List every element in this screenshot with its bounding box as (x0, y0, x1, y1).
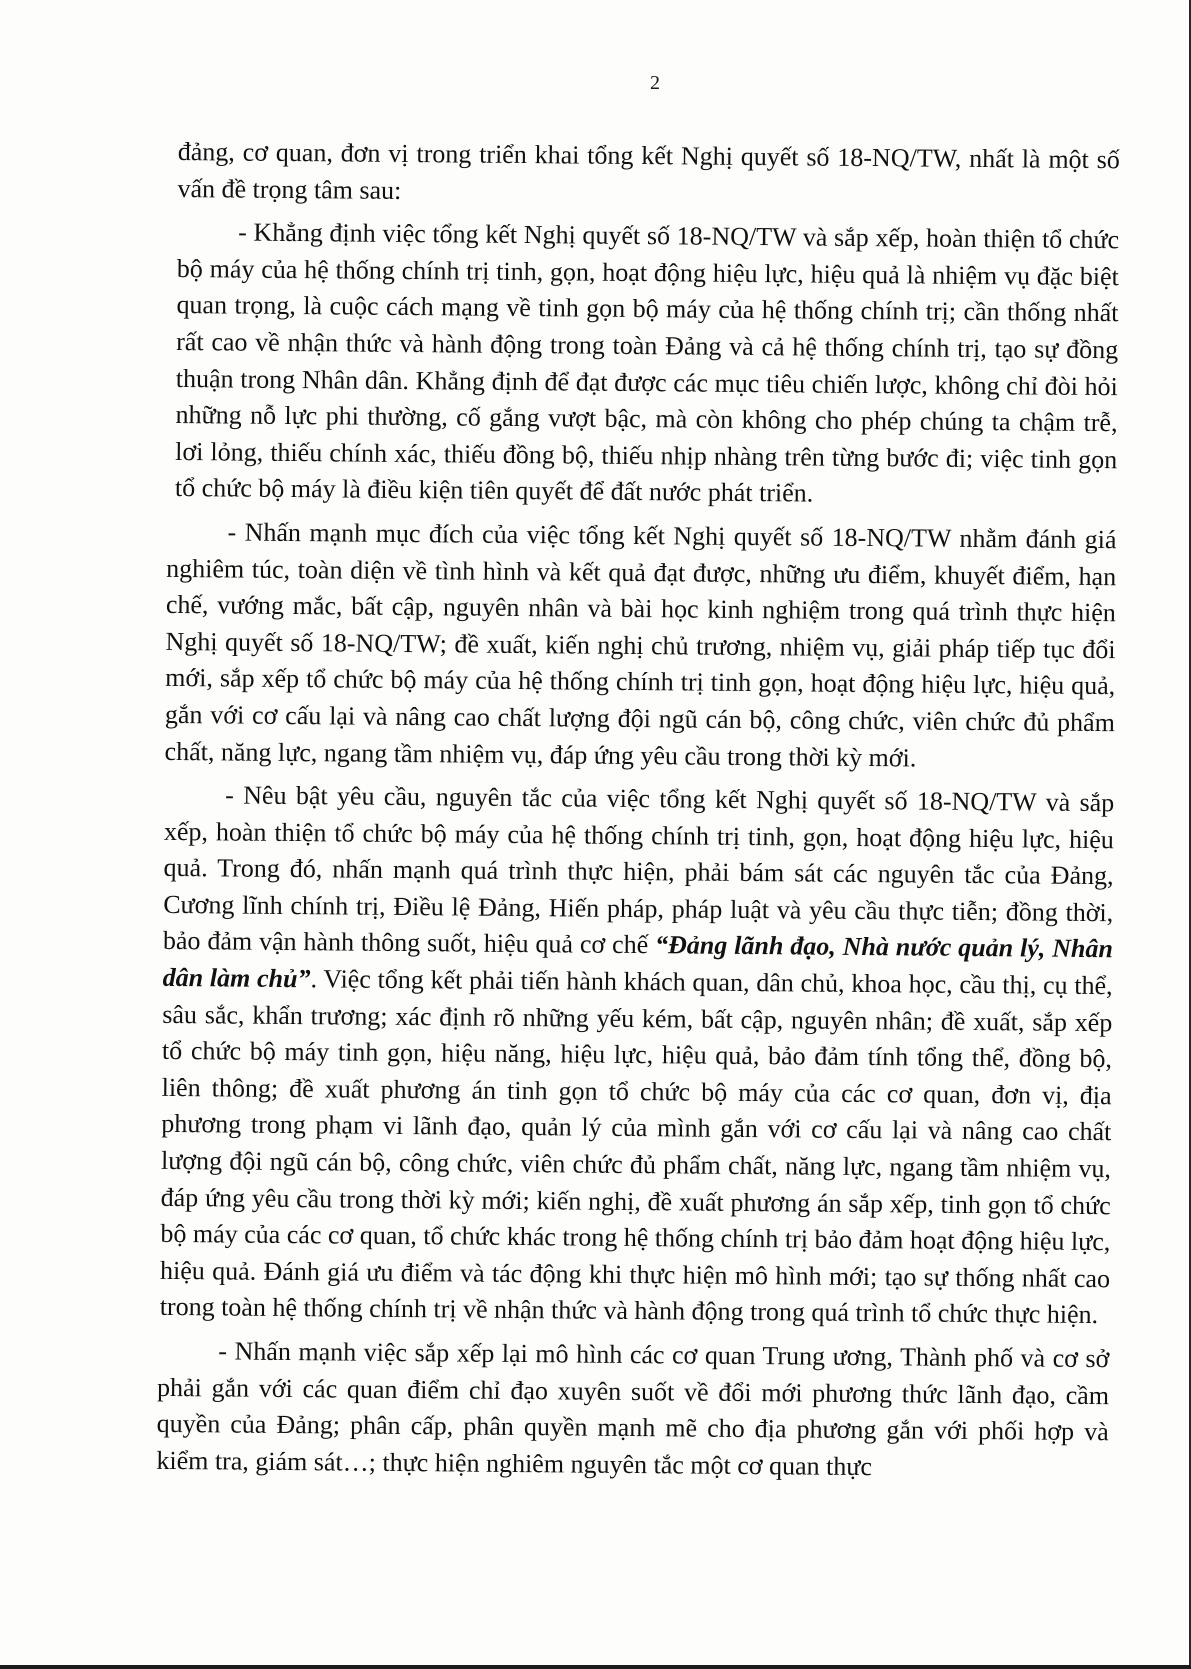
document-body (156, 134, 1120, 1495)
paragraph-yeu-cau-text-end: . Việc tổng kết phải tiến hành khách quan, dân chủ, khoa học, cầu thị, cụ thể, sâu sắc, khẩn trương; xác định rõ những yếu kém, bất cập, nguyên nhân; đề xuất, sắp xếp tổ chức bộ máy tinh gọn, hiệu năng, hiệu lực, hiệu quả, bảo đảm tính tổng thể, đồng bộ, liên thông; đề xuất phương án tinh gọn tổ chức bộ máy của các cơ quan, đơn vị, địa phương trong phạm vi lãnh đạo, quản lý của mình gắn với cơ cấu lại và nâng cao chất lượng đội ngũ cán bộ, công chức, viên chức đủ phẩm chất, năng lực, ngang tầm nhiệm vụ, đáp ứng yêu cầu trong thời kỳ mới; kiến nghị, đề xuất phương án sắp xếp, tinh gọn tổ chức bộ máy của các cơ quan, tổ chức khác trong hệ thống chính trị bảo đảm hoạt động hiệu lực, hiệu quả. Đánh giá ưu điểm và tác động khi thực hiện mô hình mới; tạo sự thống nhất cao trong toàn hệ thống chính trị về nhận thức và hành động trong quá trình tổ chức thực hiện. (159, 964, 1113, 1330)
paragraph-continuation: đảng, cơ quan, đơn vị trong triển khai tổng kết Nghị quyết số 18-NQ/TW, nhất là một số vấn đề trọng tâm sau: (177, 136, 1120, 205)
page-number: 2 (650, 72, 660, 94)
paragraph-yeu-cau-nguyen-tac (160, 777, 1115, 1334)
emphasis-slogan: “Đảng lãnh đạo, Nhà nước quản lý, Nhân dân làm chủ” (162, 930, 1114, 994)
paragraph-yeu-cau-text-start: - Nêu bật yêu cầu, nguyên tắc của việc tổng kết Nghị quyết số 18-NQ/TW và sắp xếp, hoàn thiện tổ chức bộ máy của hệ thống chính trị tinh, gọn, hoạt động hiệu lực, hiệu quả. Trong đó, nhấn mạnh quá trình thực hiện, phải bám sát các nguyên tắc của Đảng, Cương lĩnh chính trị, Điều lệ Đảng, Hiến pháp, pháp luật và yêu cầu thực tiễn; đồng thời, bảo đảm vận hành thông suốt, hiệu quả cơ chế (162, 780, 1115, 960)
paragraph-muc-dich: - Nhấn mạnh mục đích của việc tổng kết Nghị quyết số 18-NQ/TW nhằm đánh giá nghiêm túc, toàn diện về tình hình và kết quả đạt được, những ưu điểm, khuyết điểm, hạn chế, vướng mắc, bất cập, nguyên nhân và bài học kinh nghiệm trong quá trình thực hiện Nghị quyết số 18-NQ/TW; đề xuất, kiến nghị chủ trương, nhiệm vụ, giải pháp tiếp tục đổi mới, sắp xếp tổ chức bộ máy của hệ thống chính trị tinh gọn, hoạt động hiệu lực, hiệu quả, gắn với cơ cấu lại và nâng cao chất lượng đội ngũ cán bộ, công chức, viên chức đủ phẩm chất, năng lực, ngang tầm nhiệm vụ, đáp ứng yêu cầu trong thời kỳ mới. (164, 517, 1117, 772)
scan-edge-bottom (0, 1665, 1191, 1669)
paragraph-khang-dinh: - Khẳng định việc tổng kết Nghị quyết số 18-NQ/TW và sắp xếp, hoàn thiện tổ chức bộ máy của hệ thống chính trị tinh, gọn, hoạt động hiệu lực, hiệu quả là nhiệm vụ đặc biệt quan trọng, là cuộc cách mạng về tinh gọn bộ máy của hệ thống chính trị; cần thống nhất rất cao về nhận thức và hành động trong toàn Đảng và cả hệ thống chính trị, tạo sự đồng thuận trong Nhân dân. Khẳng định để đạt được các mục tiêu chiến lược, không chỉ đòi hỏi những nỗ lực phi thường, cố gắng vượt bậc, mà còn không cho phép chúng ta chậm trễ, lơi lỏng, thiếu chính xác, thiếu đồng bộ, thiếu nhịp nhàng trên từng bước đi; việc tinh gọn tổ chức bộ máy là điều kiện tiên quyết để đất nước phát triển. (174, 217, 1120, 508)
paragraph-sap-xep-mo-hinh: - Nhấn mạnh việc sắp xếp lại mô hình các cơ quan Trung ương, Thành phố và cơ sở phải gắn với các quan điểm chỉ đạo xuyên suốt về đổi mới phương thức lãnh đạo, cầm quyền của Đảng; phân cấp, phân quyền mạnh mẽ cho địa phương gắn với phối hợp và kiểm tra, giám sát…; thực hiện nghiêm nguyên tắc một cơ quan thực (156, 1336, 1110, 1481)
